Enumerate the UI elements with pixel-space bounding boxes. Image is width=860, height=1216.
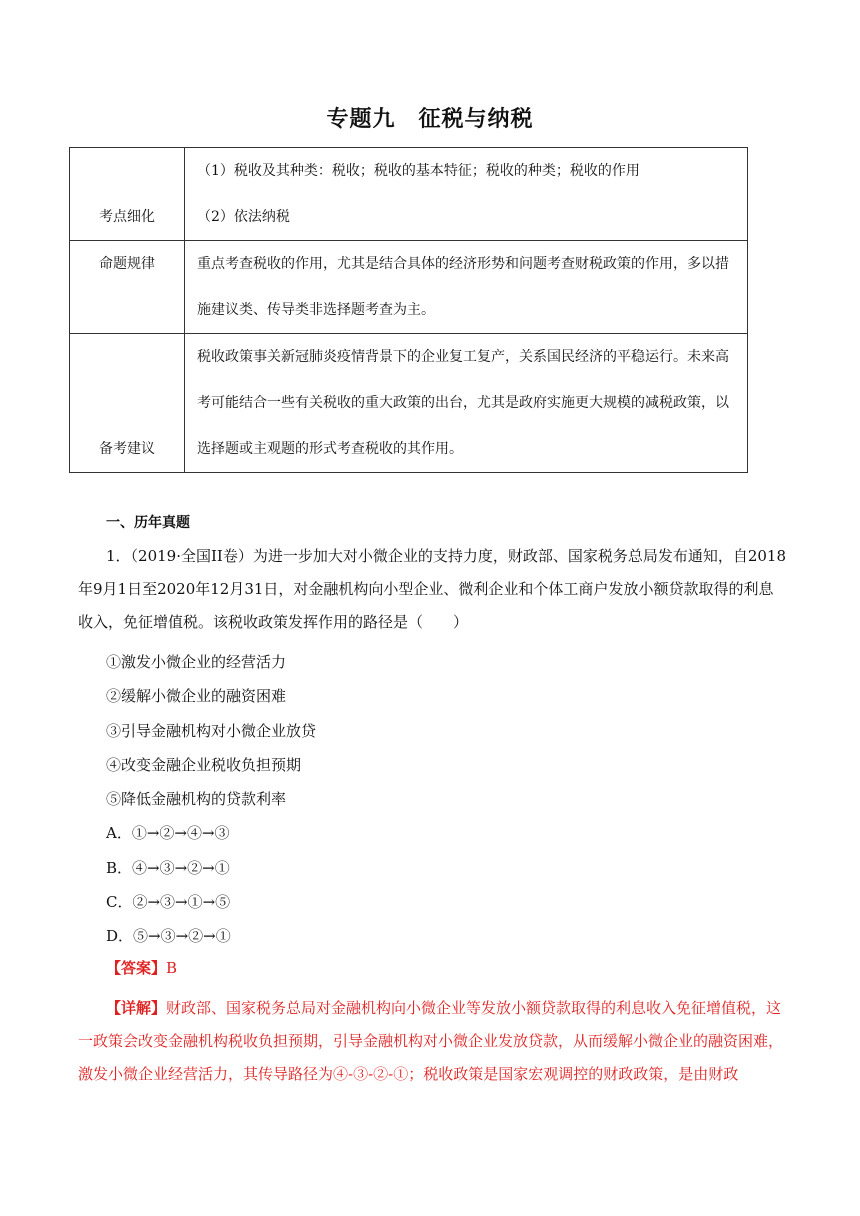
row-label: 命题规律: [70, 241, 185, 334]
detail-explanation: [78, 992, 786, 1091]
table-row: [70, 334, 748, 473]
question-items: [106, 645, 316, 954]
detail-label: 【详解】: [106, 999, 167, 1017]
list-item: ③引导金融机构对小微企业放贷: [106, 721, 317, 740]
section-heading: 一、历年真题: [106, 515, 190, 531]
detail-text: 财政部、国家税务总局对金融机构向小微企业等发放小额贷款取得的利息收入免征增值税，这一政策会改变金融机构税收负担预期，引导金融机构对小微企业发放贷款，从而缓解小微企业的融资困难，激发小微企业经营活力，其传导路径为④-③-②-①；税收政策是国家宏观调控的财政政策，是由财政: [78, 999, 784, 1083]
content-line: 税收政策事关新冠肺炎疫情背景下的企业复工复产，关系国民经济的平稳运行。未来高考可能结合一些有关税收的重大政策的出台，尤其是政府实施更大规模的减税政策，以选择题或主观题的形式考查税收的其作用。: [197, 349, 729, 457]
row-content: [185, 241, 748, 334]
list-item: ④改变金融企业税收负担预期: [106, 755, 302, 774]
answer-value: B: [166, 959, 178, 977]
exam-info-table: [69, 147, 748, 473]
row-label: 备考建议: [70, 334, 185, 473]
option-b: B．④→③→②→①: [106, 858, 230, 877]
content-line: （2）依法纳税: [197, 209, 290, 225]
answer: [106, 957, 177, 978]
list-item: ②缓解小微企业的融资困难: [106, 687, 287, 706]
row-label: 考点细化: [70, 148, 185, 241]
list-item: ⑤降低金融机构的贷款利率: [106, 790, 287, 809]
option-c: C．②→③→①→⑤: [106, 893, 231, 912]
table-row: [70, 241, 748, 334]
content-line: （1）税收及其种类：税收；税收的基本特征；税收的种类；税收的作用: [197, 163, 640, 179]
question-text: 1．（2019·全国II卷）为进一步加大对小微企业的支持力度，财政部、国家税务总局发布通知，自2018年9月1日至2020年12月31日，对金融机构向小型企业、微利企业和个体工商户发放小额贷款取得的利息收入，免征增值税。该税收政策发挥作用的路径是（ ）: [78, 547, 787, 631]
option-d: D．⑤→③→②→①: [106, 927, 231, 946]
row-content: [185, 334, 748, 473]
page-title: 专题九 征税与纳税: [326, 107, 534, 132]
list-item: ①激发小微企业的经营活力: [106, 653, 287, 671]
answer-label: 【答案】: [106, 959, 167, 977]
option-a: A．①→②→④→③: [106, 824, 230, 843]
row-content: [185, 148, 748, 241]
content-line: 重点考查税收的作用，尤其是结合具体的经济形势和问题考查财税政策的作用，多以措施建议类、传导类非选择题考查为主。: [197, 256, 729, 318]
table-row: [70, 148, 748, 241]
